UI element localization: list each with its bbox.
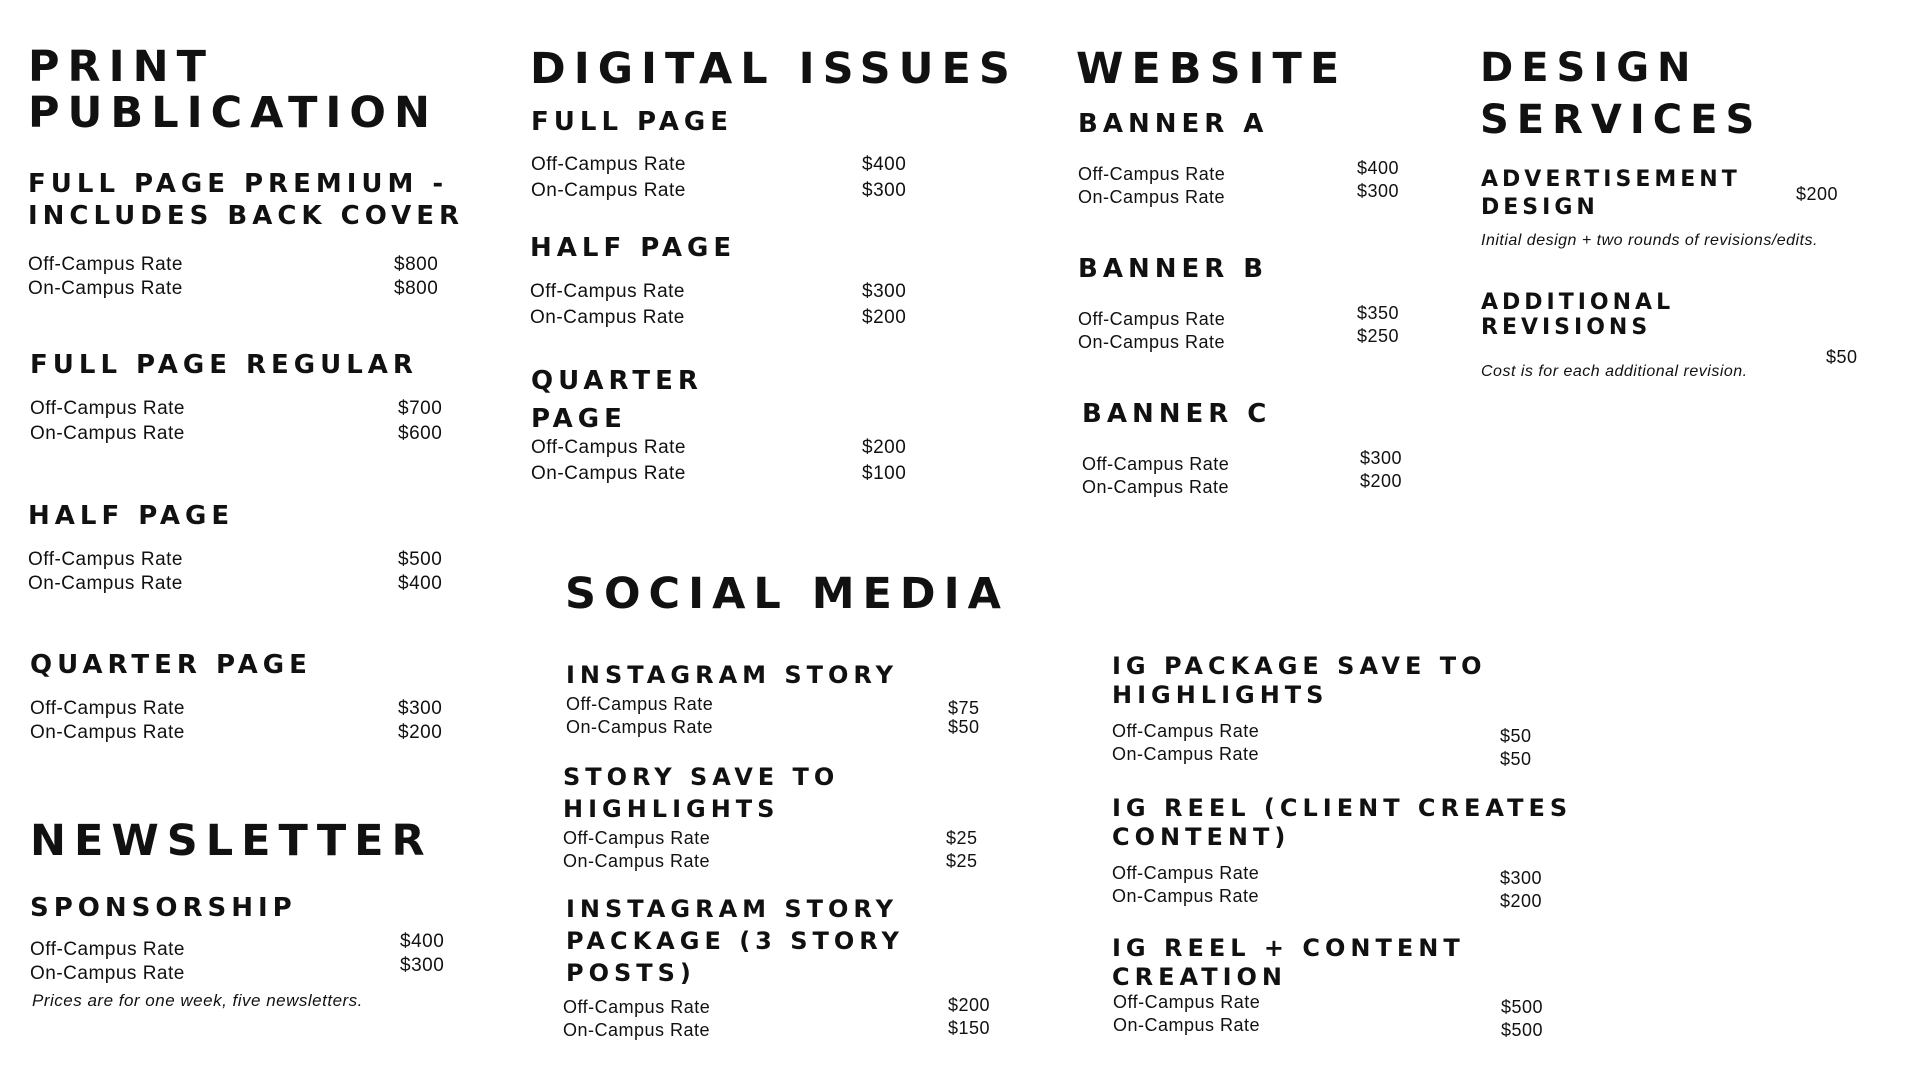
rate-label: On-Campus Rate [1113, 1015, 1261, 1035]
full-page-premium-heading: FULL PAGE PREMIUM - INCLUDES BACK COVER [28, 169, 464, 231]
rate-label: Off-Campus Rate [563, 828, 711, 848]
rate-price: $250 [1357, 326, 1400, 346]
digital-half-page-heading: HALF PAGE [530, 233, 737, 263]
rate-price: $300 [1360, 448, 1403, 468]
ig-package-save-heading: IG PACKAGE SAVE TO HIGHLIGHTS [1112, 652, 1487, 709]
instagram-story-heading: INSTAGRAM STORY [566, 661, 898, 689]
rate-price: $200 [1360, 471, 1403, 491]
rate-label: On-Campus Rate [1082, 477, 1230, 497]
rate-price: $800 [394, 278, 439, 299]
rate-price: $500 [398, 549, 443, 570]
rate-label: Off-Campus Rate [30, 939, 185, 960]
rate-price: $50 [948, 717, 980, 737]
rate-label: On-Campus Rate [531, 463, 686, 484]
social-media-heading: SOCIAL MEDIA [565, 569, 1009, 619]
full-page-regular-heading: FULL PAGE REGULAR [30, 350, 418, 380]
rate-label: Off-Campus Rate [531, 437, 686, 458]
rate-price: $150 [948, 1018, 991, 1038]
rate-price: $50 [1500, 726, 1532, 746]
rate-label: On-Campus Rate [30, 963, 185, 984]
rate-price: $300 [398, 698, 443, 719]
newsletter-note: Prices are for one week, five newsletters. [32, 991, 363, 1010]
rate-price: $200 [862, 307, 907, 328]
instagram-story-package-heading: INSTAGRAM STORY PACKAGE (3 STORY POSTS) [566, 895, 904, 987]
rate-price: $300 [400, 955, 445, 976]
rate-price: $500 [1501, 997, 1544, 1017]
rate-price: $700 [398, 398, 443, 419]
rate-label: Off-Campus Rate [563, 997, 711, 1017]
rate-label: Off-Campus Rate [531, 154, 686, 175]
rate-label: On-Campus Rate [1112, 886, 1260, 906]
advertisement-design-heading: ADVERTISEMENT DESIGN [1481, 167, 1741, 220]
rate-label: Off-Campus Rate [28, 549, 183, 570]
rate-price: $300 [862, 281, 907, 302]
rate-label: On-Campus Rate [531, 180, 686, 201]
rate-price: $75 [948, 698, 980, 718]
additional-revisions-heading: ADDITIONAL REVISIONS [1481, 290, 1675, 340]
newsletter-heading: NEWSLETTER [30, 816, 433, 866]
print-quarter-page-heading: QUARTER PAGE [30, 650, 312, 680]
rate-label: Off-Campus Rate [1112, 721, 1260, 741]
rate-label: On-Campus Rate [1112, 744, 1260, 764]
rate-label: On-Campus Rate [566, 717, 714, 737]
rate-price: $200 [862, 437, 907, 458]
rate-price: $350 [1357, 303, 1400, 323]
rate-price: $200 [948, 995, 991, 1015]
banner-c-heading: BANNER C [1082, 399, 1272, 429]
rate-price: $300 [1357, 181, 1400, 201]
rate-label: Off-Campus Rate [566, 694, 714, 714]
story-save-heading: STORY SAVE TO HIGHLIGHTS [563, 763, 840, 823]
rate-label: On-Campus Rate [28, 278, 183, 299]
sponsorship-heading: SPONSORSHIP [30, 893, 297, 923]
rate-label: On-Campus Rate [1078, 187, 1226, 207]
ig-reel-content-creation-heading: IG REEL + CONTENT CREATION [1112, 934, 1465, 991]
rate-price: $400 [1357, 158, 1400, 178]
advertisement-design-note: Initial design + two rounds of revisions/edits. [1481, 232, 1818, 249]
rate-label: Off-Campus Rate [1113, 992, 1261, 1012]
rate-label: Off-Campus Rate [530, 281, 685, 302]
rate-label: Off-Campus Rate [30, 398, 185, 419]
rate-label: Off-Campus Rate [1082, 454, 1230, 474]
print-half-page-heading: HALF PAGE [28, 501, 235, 531]
rate-price: $25 [946, 828, 978, 848]
rate-price: $600 [398, 423, 443, 444]
rate-label: Off-Campus Rate [1078, 164, 1226, 184]
rate-label: Off-Campus Rate [28, 254, 183, 275]
design-services-heading: DESIGN SERVICES [1480, 45, 1763, 143]
rate-label: On-Campus Rate [530, 307, 685, 328]
banner-b-heading: BANNER B [1078, 254, 1269, 284]
rate-price: $200 [398, 722, 443, 743]
additional-revisions-price: $50 [1826, 347, 1858, 367]
website-heading: WEBSITE [1076, 44, 1348, 94]
rate-label: On-Campus Rate [563, 1020, 711, 1040]
banner-a-heading: BANNER A [1078, 109, 1269, 139]
advertisement-design-price: $200 [1796, 184, 1839, 204]
rate-price: $300 [1500, 868, 1543, 888]
rate-price: $800 [394, 254, 439, 275]
rate-label: On-Campus Rate [30, 722, 185, 743]
ig-reel-heading: IG REEL (CLIENT CREATES CONTENT) [1112, 794, 1573, 851]
additional-revisions-note: Cost is for each additional revision. [1481, 363, 1748, 380]
rate-label: On-Campus Rate [28, 573, 183, 594]
rate-price: $400 [398, 573, 443, 594]
rate-label: On-Campus Rate [30, 423, 185, 444]
rate-label: Off-Campus Rate [1112, 863, 1260, 883]
digital-full-page-heading: FULL PAGE [531, 107, 733, 137]
digital-issues-heading: DIGITAL ISSUES [530, 44, 1018, 94]
rate-price: $400 [862, 154, 907, 175]
rate-price: $500 [1501, 1020, 1544, 1040]
rate-label: On-Campus Rate [563, 851, 711, 871]
rate-price: $200 [1500, 891, 1543, 911]
rate-price: $100 [862, 463, 907, 484]
rate-price: $50 [1500, 749, 1532, 769]
digital-quarter-page-heading: QUARTER PAGE [531, 366, 703, 434]
rate-label: Off-Campus Rate [1078, 309, 1226, 329]
rate-price: $400 [400, 931, 445, 952]
rate-label: Off-Campus Rate [30, 698, 185, 719]
rate-label: On-Campus Rate [1078, 332, 1226, 352]
rate-price: $25 [946, 851, 978, 871]
print-publication-heading: PRINT PUBLICATION [28, 42, 438, 138]
rate-price: $300 [862, 180, 907, 201]
